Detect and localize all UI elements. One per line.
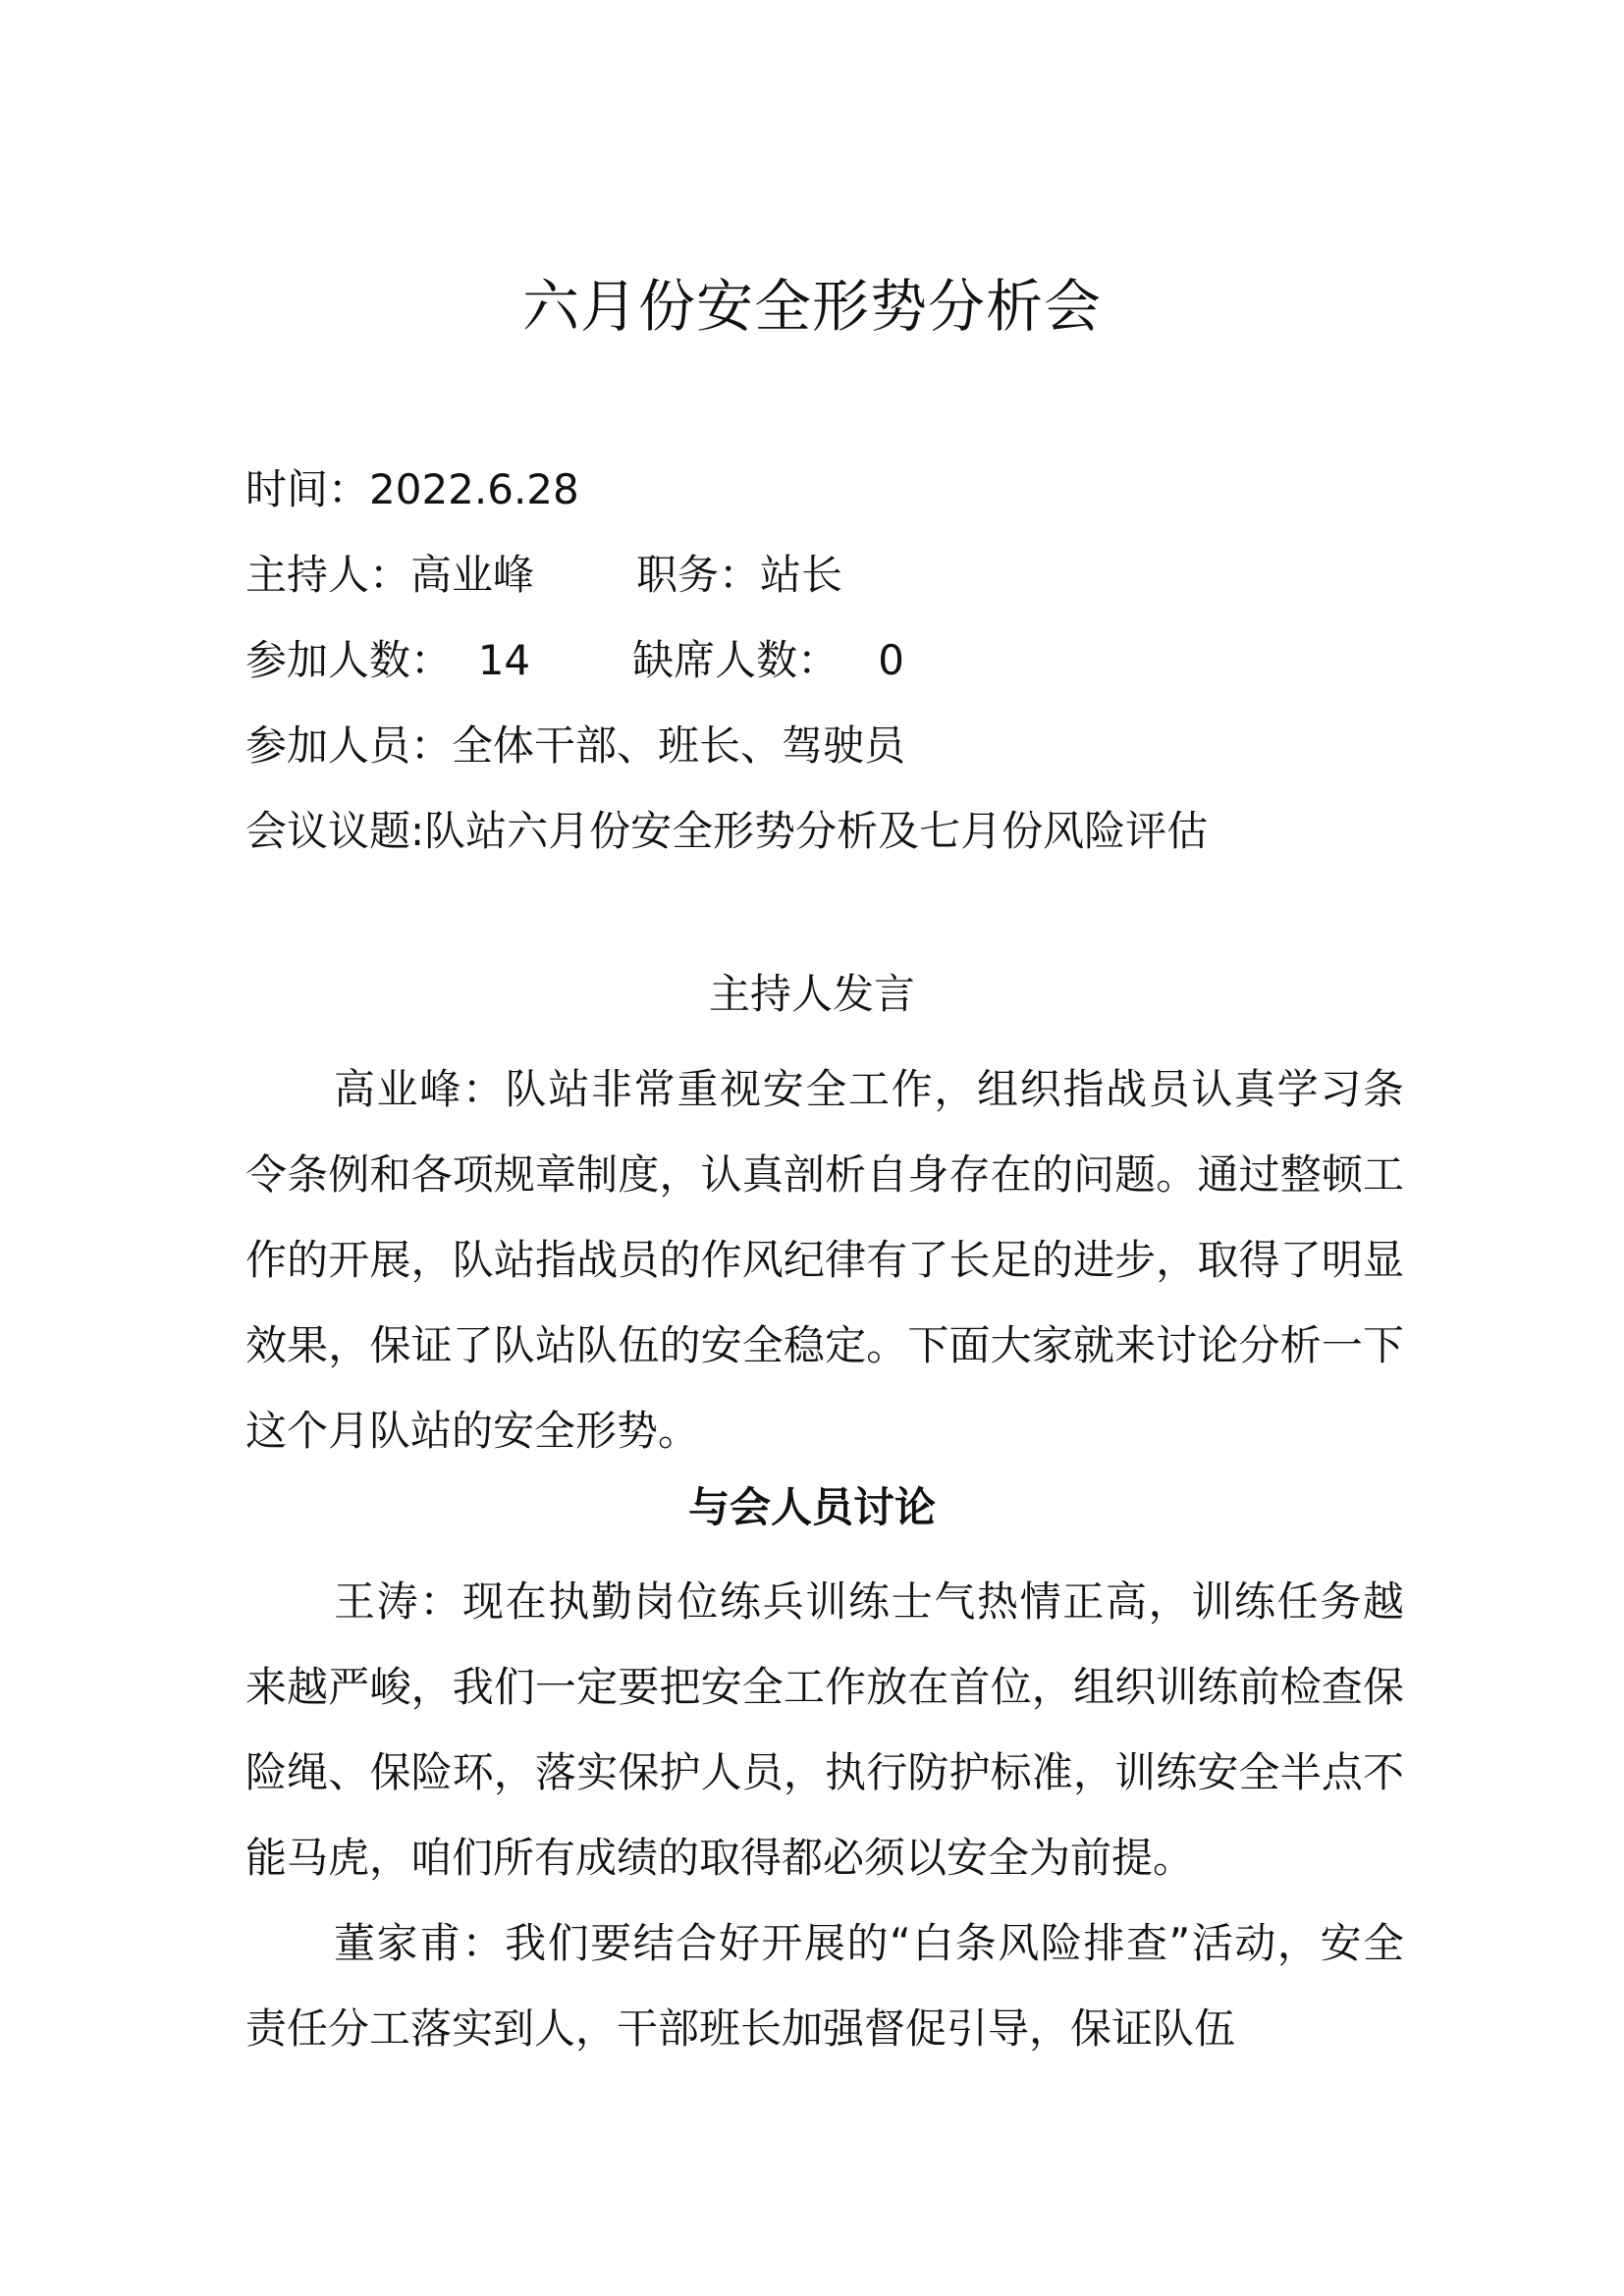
meeting-time-row (245, 447, 1404, 532)
absent-count: 缺席人数： 0 (632, 636, 904, 684)
host-speech-paragraph: 高业峰：队站非常重视安全工作，组织指战员认真学习条令条例和各项规章制度，认真剖析自身存在的问题。通过整顿工作的开展，队站指战员的作风纪律有了长足的进步，取得了明显效果，保证了队站队伍的安全稳定。下面大家就来讨论分析一下这个月队站的安全形势。 (245, 1065, 1404, 1455)
attendance-count: 参加人数： 14 (245, 636, 531, 684)
host-speech-heading: 主持人发言 (708, 970, 915, 1018)
document-title: 六月份安全形势分析会 (521, 273, 1102, 340)
meeting-attendees: 参加人员：全体干部、班长、驾驶员 (245, 721, 906, 770)
meeting-info (245, 447, 1404, 874)
meeting-time: 时间：2022.6.28 (245, 465, 579, 513)
meeting-attendees-row (245, 703, 1404, 788)
meeting-topic-row (245, 788, 1404, 874)
discussion-paragraph: 董家甫：我们要结合好开展的“白条风险排查”活动，安全责任分工落实到人，干部班长加强督促引导，保证队伍 (245, 1919, 1404, 2053)
meeting-host: 主持人：高业峰 (245, 551, 535, 599)
discussion-paragraph: 王涛：现在执勤岗位练兵训练士气热情正高，训练任务越来越严峻，我们一定要把安全工作放在首位，组织训练前检查保险绳、保险环，落实保护人员，执行防护标准，训练安全半点不能马虎，咱们所有成绩的取得都必须以安全为前提。 (245, 1577, 1404, 1882)
meeting-host-row (245, 532, 1404, 617)
host-position: 职务：站长 (636, 551, 843, 599)
discussion-heading: 与会人员讨论 (687, 1483, 936, 1531)
meeting-topic: 会议议题:队站六月份安全形势分析及七月份风险评估 (245, 807, 1209, 855)
meeting-attendance-row (245, 617, 1404, 703)
